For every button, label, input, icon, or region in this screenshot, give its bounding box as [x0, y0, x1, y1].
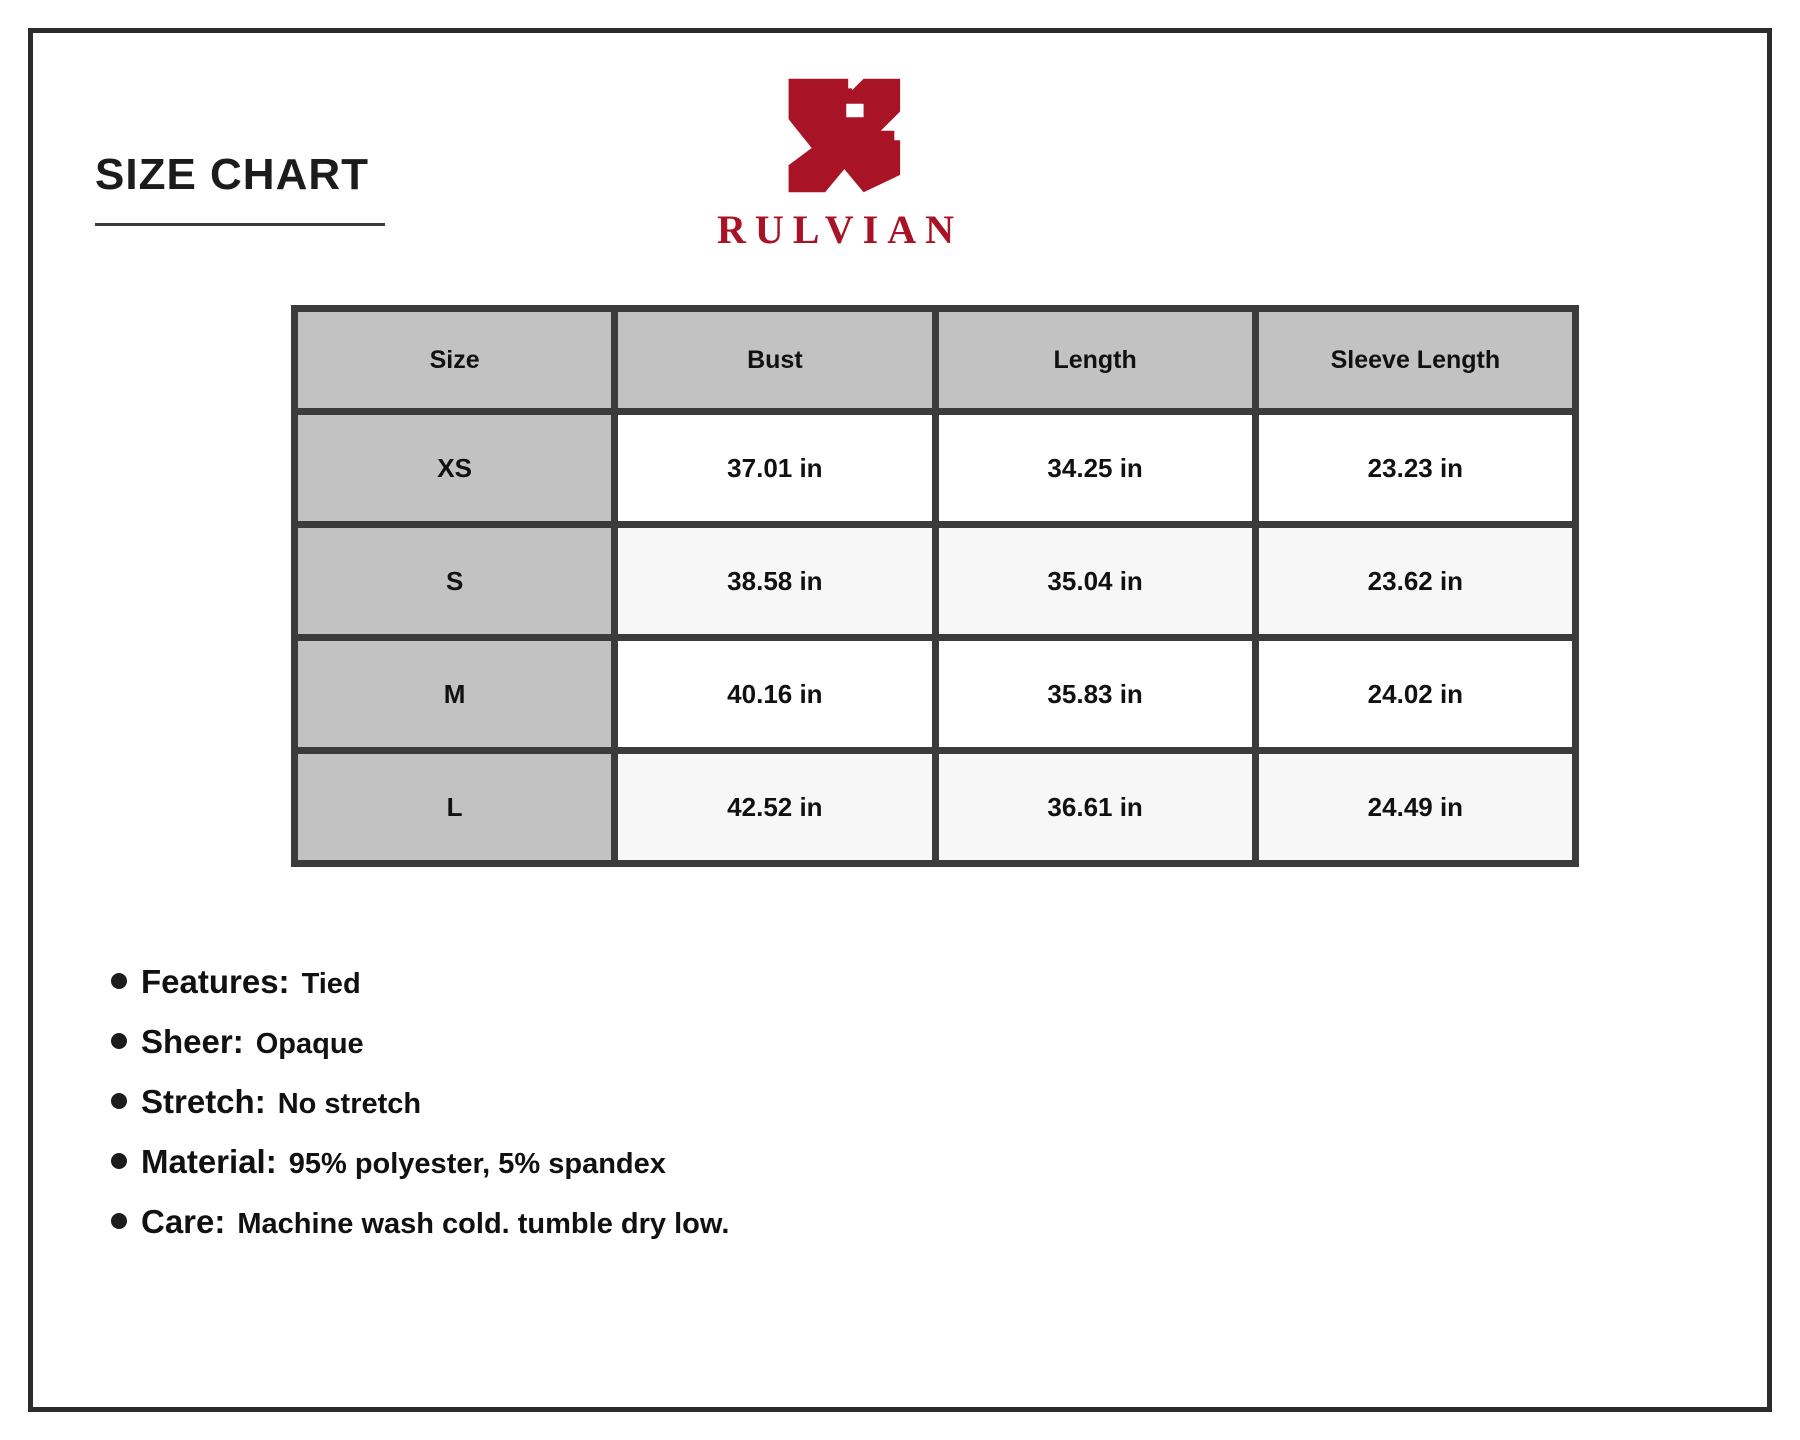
spec-value: Opaque — [255, 1028, 364, 1060]
spec-value: 95% polyester, 5% spandex — [288, 1148, 666, 1180]
cell-bust: 37.01 in — [618, 415, 931, 521]
cell-bust: 40.16 in — [618, 641, 931, 747]
spec-value: Machine wash cold. tumble dry low. — [237, 1208, 730, 1240]
cell-sleeve-length: 24.49 in — [1259, 754, 1572, 860]
header — [33, 33, 1767, 263]
cell-length: 34.25 in — [939, 415, 1252, 521]
bullet-icon — [111, 1213, 127, 1229]
list-item — [111, 1203, 1611, 1241]
bullet-icon — [111, 1093, 127, 1109]
spec-value: Tied — [301, 968, 361, 1000]
cell-size: S — [298, 528, 611, 634]
cell-sleeve-length: 23.23 in — [1259, 415, 1572, 521]
size-table — [291, 305, 1579, 867]
cell-bust: 38.58 in — [618, 528, 931, 634]
cell-length: 35.04 in — [939, 528, 1252, 634]
column-header-bust: Bust — [618, 312, 931, 408]
brand-logo — [0, 73, 1767, 253]
bullet-icon — [111, 1153, 127, 1169]
list-item — [111, 1023, 1611, 1061]
specs-list — [111, 963, 1611, 1263]
bullet-icon — [111, 973, 127, 989]
page-title: SIZE CHART — [95, 150, 369, 199]
table-header-row — [298, 312, 1572, 408]
table-row — [298, 641, 1572, 747]
rulvian-r-logo-icon — [763, 73, 918, 198]
table-row — [298, 754, 1572, 860]
brand-name: RULVIAN — [716, 207, 963, 252]
spec-value: No stretch — [277, 1088, 422, 1120]
spec-label: Material: — [141, 1143, 277, 1180]
spec-label: Stretch: — [141, 1083, 266, 1120]
list-item — [111, 1083, 1611, 1121]
column-header-length: Length — [939, 312, 1252, 408]
column-header-size: Size — [298, 312, 611, 408]
list-item — [111, 963, 1611, 1001]
cell-sleeve-length: 23.62 in — [1259, 528, 1572, 634]
size-table-container — [291, 305, 1579, 867]
cell-length: 35.83 in — [939, 641, 1252, 747]
page-border-frame — [28, 28, 1772, 1412]
spec-label: Features: — [141, 963, 290, 1000]
cell-size: M — [298, 641, 611, 747]
bullet-icon — [111, 1033, 127, 1049]
table-row — [298, 528, 1572, 634]
cell-bust: 42.52 in — [618, 754, 931, 860]
cell-size: XS — [298, 415, 611, 521]
list-item — [111, 1143, 1611, 1181]
cell-sleeve-length: 24.02 in — [1259, 641, 1572, 747]
column-header-sleeve-length: Sleeve Length — [1259, 312, 1572, 408]
spec-label: Sheer: — [141, 1023, 244, 1060]
cell-length: 36.61 in — [939, 754, 1252, 860]
cell-size: L — [298, 754, 611, 860]
table-row — [298, 415, 1572, 521]
spec-label: Care: — [141, 1203, 226, 1240]
